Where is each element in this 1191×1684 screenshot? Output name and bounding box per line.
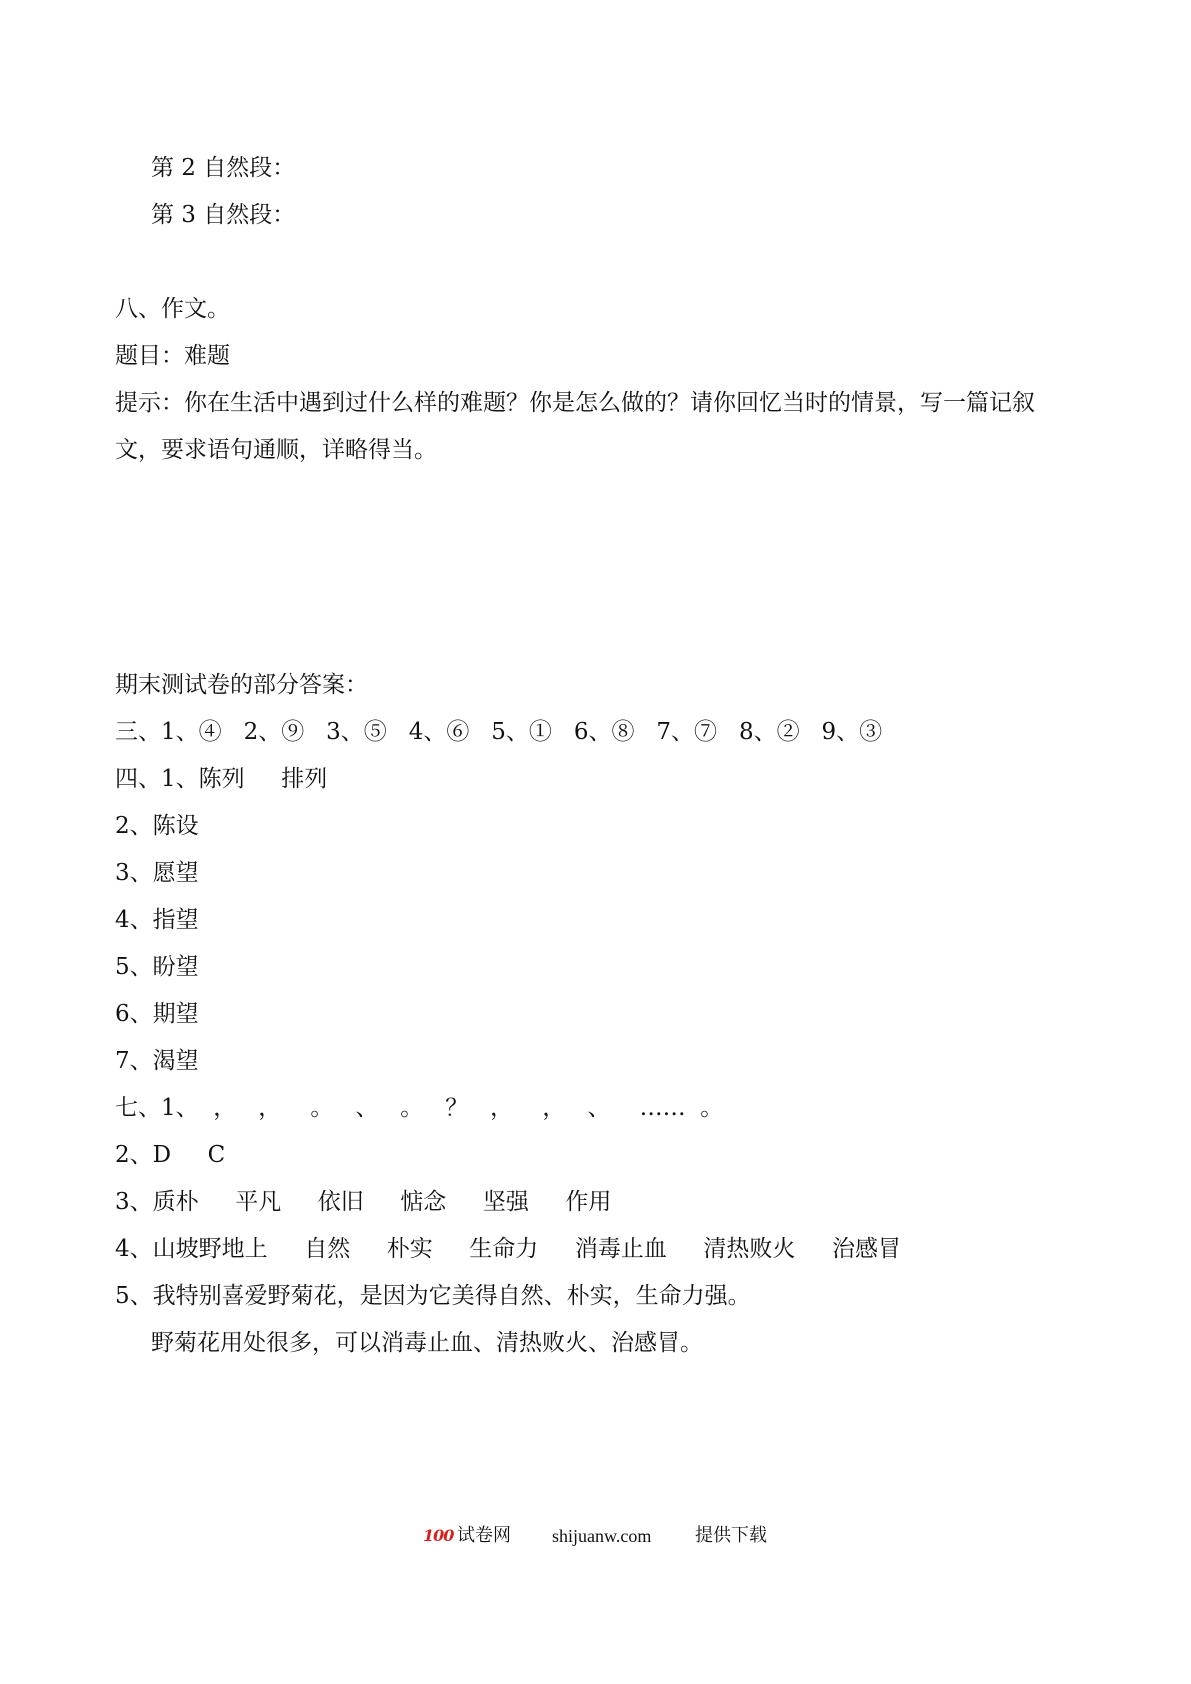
composition-hint-line-2: 文，要求语句通顺，详略得当。 xyxy=(115,437,437,463)
composition-title: 题目：难题 xyxy=(115,343,230,369)
composition-hint-line-1: 提示：你在生活中遇到过什么样的难题？你是怎么做的？请你回忆当时的情景，写一篇记叙 xyxy=(115,390,1035,416)
site-url: shijuanw.com xyxy=(552,1526,652,1546)
answers-heading: 期末测试卷的部分答案： xyxy=(115,672,368,698)
answer-section-7-item-1: 七、1、 ， ， 。 、 。 ？ ， ， 、 …… 。 xyxy=(115,1095,724,1121)
site-logo-text: 试卷网 xyxy=(457,1525,511,1546)
answer-section-7-item-4: 4、山坡野地上 自然 朴实 生命力 消毒止血 清热败火 治感冒 xyxy=(115,1236,901,1262)
answer-section-3: 三、1、④ 2、⑨ 3、⑤ 4、⑥ 5、① 6、⑧ 7、⑦ 8、② 9、③ xyxy=(115,719,883,745)
page-footer xyxy=(0,1522,1191,1550)
site-logo-number: 100 xyxy=(423,1526,454,1545)
answer-section-4-item-6: 6、期望 xyxy=(115,1001,199,1027)
answer-section-4-item-7: 7、渴望 xyxy=(115,1048,199,1074)
answer-section-7-item-3: 3、质朴 平凡 依旧 惦念 坚强 作用 xyxy=(115,1189,612,1215)
answer-section-4-item-3: 3、愿望 xyxy=(115,860,199,886)
answer-section-7-item-5-continued: 野菊花用处很多，可以消毒止血、清热败火、治感冒。 xyxy=(151,1330,703,1356)
paragraph-3-label: 第 3 自然段： xyxy=(151,202,296,228)
paragraph-2-label: 第 2 自然段： xyxy=(151,155,296,181)
answer-section-4-item-5: 5、盼望 xyxy=(115,954,199,980)
answer-section-4-item-2: 2、陈设 xyxy=(115,813,199,839)
answer-section-4-item-1: 四、1、陈列 排列 xyxy=(115,766,328,792)
download-notice: 提供下载 xyxy=(695,1525,767,1546)
answer-section-4-item-4: 4、指望 xyxy=(115,907,199,933)
section-heading-composition: 八、作文。 xyxy=(115,296,230,322)
answer-section-7-item-2: 2、D C xyxy=(115,1142,226,1168)
answer-section-7-item-5: 5、我特别喜爱野菊花，是因为它美得自然、朴实，生命力强。 xyxy=(115,1283,751,1309)
